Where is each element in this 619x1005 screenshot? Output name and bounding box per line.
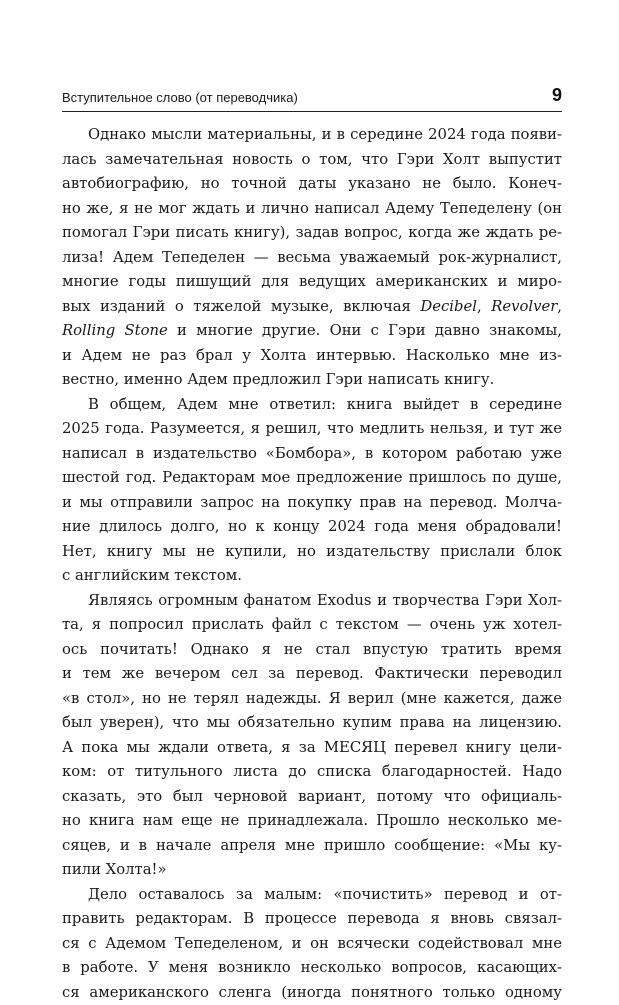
text-line: и мы отправили запрос на покупку прав на перевод. Молча- (62, 491, 562, 516)
text-line: сказать, это был черновой вариант, потому что официаль- (62, 785, 562, 810)
text-line: был уверен), что мы обязательно купим права на лицензию. (62, 711, 562, 736)
text-line: пили Холта!» (62, 858, 562, 883)
running-title: Вступительное слово (от переводчика) (62, 90, 298, 105)
text-line: править редакторам. В процессе перевода я вновь связал- (62, 907, 562, 932)
text-line: лиза! Адем Тепеделен — весьма уважаемый рок-журналист, (62, 246, 562, 271)
header-rule (62, 111, 562, 112)
text-line: В общем, Адем мне ответил: книга выйдет в середине (62, 393, 562, 418)
text-line: вых изданий о тяжелой музыке, включая Decibel, Revolver, (62, 295, 562, 320)
text-line: Однако мысли материальны, и в середине 2024 года появи- (62, 123, 562, 148)
text-line: Нет, книгу мы не купили, но издательству прислали блок (62, 540, 562, 565)
body-text (62, 123, 562, 1005)
text-line: ся американского сленга (иногда понятного только одному (62, 981, 562, 1005)
text-line: лась замечательная новость о том, что Гэри Холт выпустит (62, 148, 562, 173)
text-line: автобиографию, но точной даты указано не было. Конеч- (62, 172, 562, 197)
text-line: Дело оставалось за малым: «почистить» перевод и от- (62, 883, 562, 908)
text-line: с английским текстом. (62, 564, 562, 589)
text-line: та, я попросил прислать файл с текстом — очень уж хотел- (62, 613, 562, 638)
text-line: 2025 года. Разумеется, я решил, что медлить нельзя, и тут же (62, 417, 562, 442)
text-line: ние длилось долго, но к концу 2024 года меня обрадовали! (62, 515, 562, 540)
text-line: Rolling Stone и многие другие. Они с Гэри давно знакомы, (62, 319, 562, 344)
text-line: А пока мы ждали ответа, я за МЕСЯЦ перевел книгу цели- (62, 736, 562, 761)
text-line: Являясь огромным фанатом Exodus и творчества Гэри Хол- (62, 589, 562, 614)
text-line: ось почитать! Однако я не стал впустую тратить время (62, 638, 562, 663)
text-line: написал в издательство «Бомбора», в котором работаю уже (62, 442, 562, 467)
running-header (62, 88, 562, 108)
text-line: ся с Адемом Тепеделеном, и он всячески содействовал мне (62, 932, 562, 957)
text-line: но книга нам еще не принадлежала. Прошло несколько ме- (62, 809, 562, 834)
text-line: но же, я не мог ждать и лично написал Адему Тепеделену (он (62, 197, 562, 222)
text-line: шестой год. Редакторам мое предложение пришлось по душе, (62, 466, 562, 491)
text-line: помогал Гэри писать книгу), задав вопрос, когда же ждать ре- (62, 221, 562, 246)
text-line: вестно, именно Адем предложил Гэри написать книгу. (62, 368, 562, 393)
text-line: и тем же вечером сел за перевод. Фактически переводил (62, 662, 562, 687)
text-line: и Адем не раз брал у Холта интервью. Насколько мне из- (62, 344, 562, 369)
text-line: сяцев, и в начале апреля мне пришло сообщение: «Мы ку- (62, 834, 562, 859)
text-line: ком: от титульного листа до списка благодарностей. Надо (62, 760, 562, 785)
text-line: многие годы пишущий для ведущих американских и миро- (62, 270, 562, 295)
text-line: в работе. У меня возникло несколько вопросов, касающих- (62, 956, 562, 981)
text-line: «в стол», но не терял надежды. Я верил (мне кажется, даже (62, 687, 562, 712)
page-number: 9 (552, 85, 562, 106)
